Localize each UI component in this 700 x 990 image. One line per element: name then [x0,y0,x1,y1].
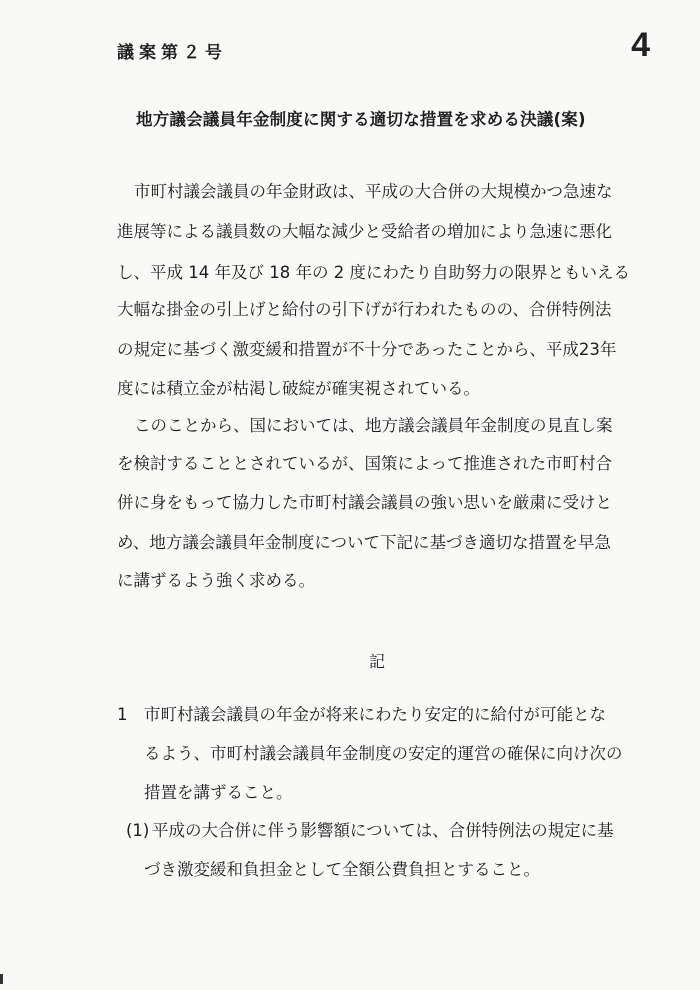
paragraph-line: 大幅な掛金の引上げと給付の引下げが行われたものの、合併特例法 [117,300,612,319]
bill-number-label: 議案第２号 [117,43,227,63]
item-number: 1 [117,705,128,724]
paragraph-line: 併に身をもって協力した市町村議会議員の強い思いを厳粛に受けと [117,493,612,512]
paragraph-line: め、地方議会議員年金制度について下記に基づき適切な措置を早急 [117,533,612,552]
document-title: 地方議会議員年金制度に関する適切な措置を求める決議(案) [136,110,586,129]
ki-heading: 記 [369,652,386,671]
paragraph-line: の規定に基づく激変緩和措置が不十分であったことから、平成23年 [117,340,617,359]
paragraph-line: このことから、国においては、地方議会議員年金制度の見直し案 [134,416,613,435]
paragraph-line: を検討することとされているが、国策によって推進された市町村合 [117,454,612,473]
paragraph-line: 市町村議会議員の年金財政は、平成の大合併の大規模かつ急速な [134,182,613,201]
paragraph-line: 進展等による議員数の大幅な減少と受給者の増加により急速に悪化 [117,222,612,241]
paragraph-line: し、平成 14 年及び 18 年の 2 度にわたり自助努力の限界ともいえる [117,263,630,282]
item-line: るよう、市町村議会議員年金制度の安定的運営の確保に向け次の [144,744,623,763]
paragraph-line: に講ずるよう強く求める。 [117,571,315,590]
item-line: 市町村議会議員の年金が将来にわたり安定的に給付が可能とな [144,705,606,724]
scan-edge-mark [0,974,3,984]
item-line: 措置を講ずること。 [144,783,293,802]
sub-item-line: づき激変緩和負担金として全額公費負担とすること。 [144,860,540,879]
paragraph-line: 度には積立金が枯渇し破綻が確実視されている。 [117,379,480,398]
page-number: 4 [631,26,650,64]
sub-item-number: (1) [126,821,150,840]
sub-item-line: 平成の大合併に伴う影響額については、合併特例法の規定に基 [152,821,614,840]
